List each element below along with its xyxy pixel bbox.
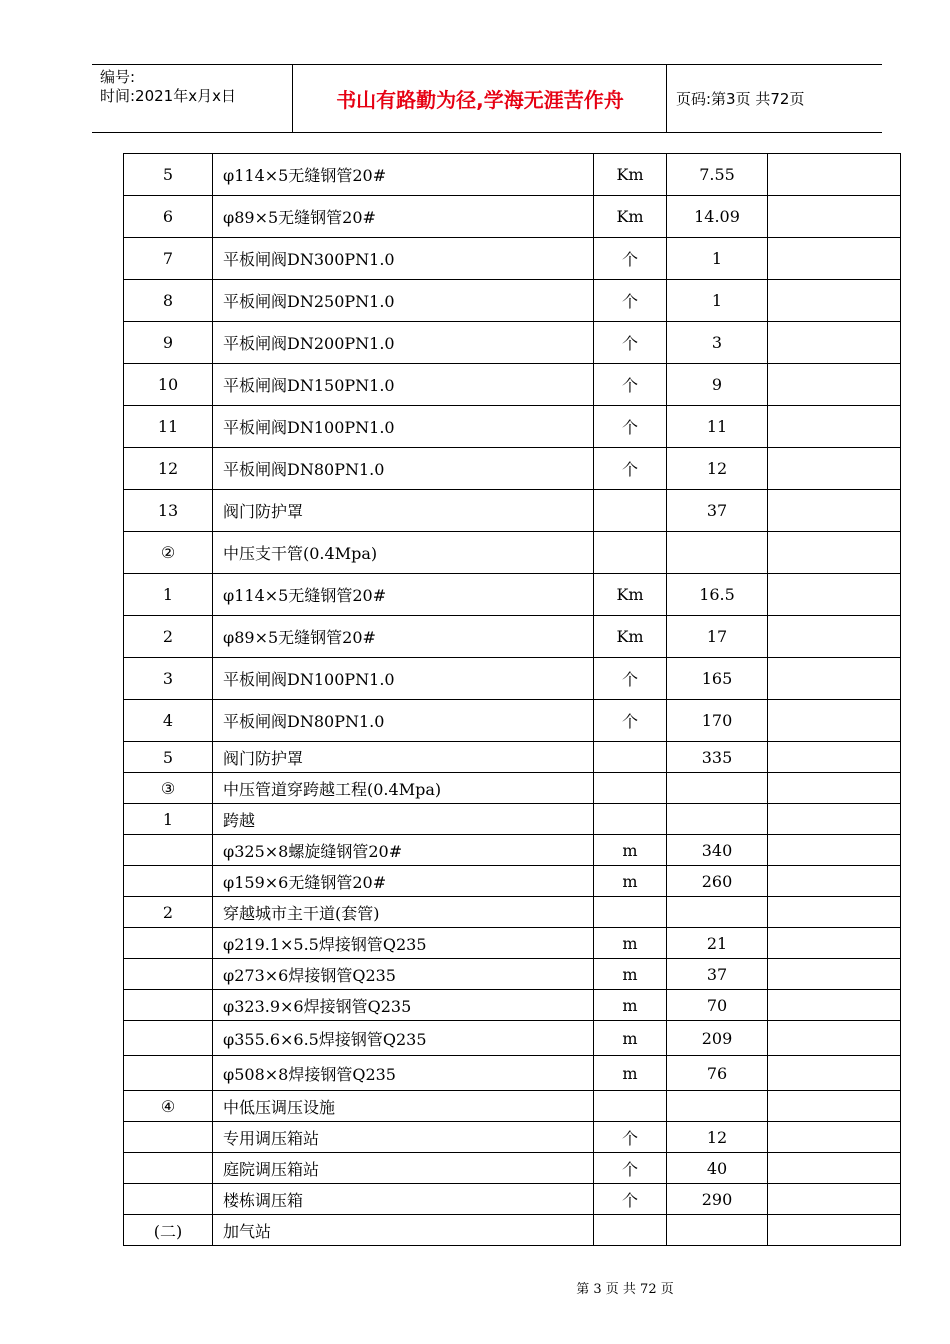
table-row <box>124 1153 901 1184</box>
remark-cell <box>768 804 901 835</box>
quantity-cell: 1 <box>667 280 768 322</box>
row-number-cell: 9 <box>124 322 213 364</box>
table-row <box>124 1056 901 1091</box>
unit-cell: 个 <box>594 322 667 364</box>
row-number-cell: 10 <box>124 364 213 406</box>
remark-cell <box>768 322 901 364</box>
table-row <box>124 959 901 990</box>
unit-cell <box>594 490 667 532</box>
table-row <box>124 238 901 280</box>
item-name-cell: 专用调压箱站 <box>213 1122 594 1153</box>
item-name-cell: φ325×8螺旋缝钢管20# <box>213 835 594 866</box>
document-time-label: 时间:2021年x月x日 <box>100 87 236 105</box>
quantity-cell: 40 <box>667 1153 768 1184</box>
item-name-cell: 中压管道穿跨越工程(0.4Mpa) <box>213 773 594 804</box>
item-name-cell: 平板闸阀DN80PN1.0 <box>213 448 594 490</box>
row-number-cell: 7 <box>124 238 213 280</box>
table-row <box>124 742 901 773</box>
quantity-cell: 170 <box>667 700 768 742</box>
header-meta <box>100 68 290 106</box>
row-number-cell: 5 <box>124 742 213 773</box>
unit-cell: m <box>594 866 667 897</box>
unit-cell <box>594 1215 667 1246</box>
table-row <box>124 448 901 490</box>
unit-cell <box>594 897 667 928</box>
unit-cell: 个 <box>594 700 667 742</box>
unit-cell: Km <box>594 196 667 238</box>
row-number-cell <box>124 1021 213 1056</box>
table-row <box>124 1091 901 1122</box>
unit-cell: 个 <box>594 1153 667 1184</box>
materials-table-body <box>124 154 901 1246</box>
row-number-cell <box>124 835 213 866</box>
unit-cell <box>594 804 667 835</box>
unit-cell <box>594 742 667 773</box>
row-number-cell <box>124 1184 213 1215</box>
quantity-cell: 11 <box>667 406 768 448</box>
item-name-cell: φ219.1×5.5焊接钢管Q235 <box>213 928 594 959</box>
table-row <box>124 928 901 959</box>
row-number-cell: 2 <box>124 897 213 928</box>
table-row <box>124 364 901 406</box>
row-number-cell: 3 <box>124 658 213 700</box>
row-number-cell: ④ <box>124 1091 213 1122</box>
row-number-cell <box>124 1056 213 1091</box>
item-name-cell: 楼栋调压箱 <box>213 1184 594 1215</box>
quantity-cell <box>667 804 768 835</box>
header-divider <box>666 65 667 132</box>
table-row <box>124 835 901 866</box>
row-number-cell: 12 <box>124 448 213 490</box>
row-number-cell <box>124 1153 213 1184</box>
item-name-cell: φ273×6焊接钢管Q235 <box>213 959 594 990</box>
page-header <box>92 64 882 133</box>
quantity-cell: 9 <box>667 364 768 406</box>
row-number-cell: 5 <box>124 154 213 196</box>
row-number-cell: 6 <box>124 196 213 238</box>
item-name-cell: 平板闸阀DN80PN1.0 <box>213 700 594 742</box>
quantity-cell: 165 <box>667 658 768 700</box>
remark-cell <box>768 196 901 238</box>
remark-cell <box>768 280 901 322</box>
remark-cell <box>768 1091 901 1122</box>
row-number-cell <box>124 1122 213 1153</box>
item-name-cell: φ323.9×6焊接钢管Q235 <box>213 990 594 1021</box>
quantity-cell: 21 <box>667 928 768 959</box>
item-name-cell: φ355.6×6.5焊接钢管Q235 <box>213 1021 594 1056</box>
item-name-cell: 平板闸阀DN100PN1.0 <box>213 406 594 448</box>
row-number-cell <box>124 959 213 990</box>
item-name-cell: 中压支干管(0.4Mpa) <box>213 532 594 574</box>
row-number-cell: 1 <box>124 574 213 616</box>
quantity-cell <box>667 1215 768 1246</box>
remark-cell <box>768 574 901 616</box>
remark-cell <box>768 658 901 700</box>
row-number-cell: ③ <box>124 773 213 804</box>
remark-cell <box>768 928 901 959</box>
materials-table <box>123 153 901 1246</box>
quantity-cell: 12 <box>667 448 768 490</box>
quantity-cell: 7.55 <box>667 154 768 196</box>
unit-cell: Km <box>594 616 667 658</box>
unit-cell: m <box>594 990 667 1021</box>
remark-cell <box>768 866 901 897</box>
quantity-cell: 209 <box>667 1021 768 1056</box>
table-row <box>124 322 901 364</box>
table-row <box>124 773 901 804</box>
table-row <box>124 1122 901 1153</box>
row-number-cell: (二) <box>124 1215 213 1246</box>
unit-cell: 个 <box>594 280 667 322</box>
item-name-cell: φ508×8焊接钢管Q235 <box>213 1056 594 1091</box>
quantity-cell: 12 <box>667 1122 768 1153</box>
item-name-cell: 阀门防护罩 <box>213 742 594 773</box>
quantity-cell: 17 <box>667 616 768 658</box>
quantity-cell: 76 <box>667 1056 768 1091</box>
quantity-cell: 37 <box>667 490 768 532</box>
unit-cell: Km <box>594 574 667 616</box>
unit-cell: m <box>594 959 667 990</box>
quantity-cell: 16.5 <box>667 574 768 616</box>
item-name-cell: 平板闸阀DN150PN1.0 <box>213 364 594 406</box>
quantity-cell: 1 <box>667 238 768 280</box>
quantity-cell: 335 <box>667 742 768 773</box>
remark-cell <box>768 154 901 196</box>
table-row <box>124 658 901 700</box>
unit-cell: Km <box>594 154 667 196</box>
quantity-cell <box>667 897 768 928</box>
remark-cell <box>768 448 901 490</box>
item-name-cell: 平板闸阀DN250PN1.0 <box>213 280 594 322</box>
table-row <box>124 897 901 928</box>
remark-cell <box>768 490 901 532</box>
remark-cell <box>768 897 901 928</box>
remark-cell <box>768 1215 901 1246</box>
remark-cell <box>768 406 901 448</box>
table-row <box>124 1215 901 1246</box>
quantity-cell: 290 <box>667 1184 768 1215</box>
remark-cell <box>768 990 901 1021</box>
unit-cell <box>594 1091 667 1122</box>
remark-cell <box>768 1122 901 1153</box>
row-number-cell: 2 <box>124 616 213 658</box>
remark-cell <box>768 742 901 773</box>
quantity-cell: 37 <box>667 959 768 990</box>
remark-cell <box>768 773 901 804</box>
unit-cell: m <box>594 1056 667 1091</box>
header-motto: 书山有路勤为径,学海无涯苦作舟 <box>336 88 624 112</box>
table-row <box>124 574 901 616</box>
remark-cell <box>768 700 901 742</box>
table-row <box>124 700 901 742</box>
table-row <box>124 280 901 322</box>
remark-cell <box>768 1184 901 1215</box>
row-number-cell: 4 <box>124 700 213 742</box>
item-name-cell: 庭院调压箱站 <box>213 1153 594 1184</box>
row-number-cell: 13 <box>124 490 213 532</box>
row-number-cell: 11 <box>124 406 213 448</box>
item-name-cell: 平板闸阀DN100PN1.0 <box>213 658 594 700</box>
unit-cell: 个 <box>594 406 667 448</box>
item-name-cell: φ114×5无缝钢管20# <box>213 154 594 196</box>
row-number-cell: 1 <box>124 804 213 835</box>
item-name-cell: 加气站 <box>213 1215 594 1246</box>
header-page-number: 页码:第3页 共72页 <box>676 90 805 108</box>
unit-cell: 个 <box>594 364 667 406</box>
item-name-cell: φ89×5无缝钢管20# <box>213 196 594 238</box>
remark-cell <box>768 1153 901 1184</box>
unit-cell: 个 <box>594 1184 667 1215</box>
quantity-cell <box>667 1091 768 1122</box>
remark-cell <box>768 364 901 406</box>
row-number-cell <box>124 990 213 1021</box>
remark-cell <box>768 1056 901 1091</box>
remark-cell <box>768 238 901 280</box>
unit-cell: 个 <box>594 658 667 700</box>
table-row <box>124 406 901 448</box>
quantity-cell: 260 <box>667 866 768 897</box>
quantity-cell: 14.09 <box>667 196 768 238</box>
row-number-cell: ② <box>124 532 213 574</box>
item-name-cell: φ114×5无缝钢管20# <box>213 574 594 616</box>
quantity-cell <box>667 532 768 574</box>
table-row <box>124 804 901 835</box>
quantity-cell <box>667 773 768 804</box>
header-divider <box>292 65 293 132</box>
remark-cell <box>768 616 901 658</box>
item-name-cell: φ159×6无缝钢管20# <box>213 866 594 897</box>
unit-cell <box>594 532 667 574</box>
unit-cell: m <box>594 835 667 866</box>
table-row <box>124 154 901 196</box>
document-number-label: 编号: <box>100 68 136 86</box>
remark-cell <box>768 532 901 574</box>
table-row <box>124 1021 901 1056</box>
table-row <box>124 490 901 532</box>
item-name-cell: 中低压调压设施 <box>213 1091 594 1122</box>
unit-cell <box>594 773 667 804</box>
page-footer: 第 3 页 共 72 页 <box>576 1282 674 1297</box>
quantity-cell: 340 <box>667 835 768 866</box>
remark-cell <box>768 1021 901 1056</box>
table-row <box>124 196 901 238</box>
table-row <box>124 532 901 574</box>
unit-cell: 个 <box>594 238 667 280</box>
table-row <box>124 866 901 897</box>
unit-cell: m <box>594 928 667 959</box>
table-row <box>124 1184 901 1215</box>
item-name-cell: φ89×5无缝钢管20# <box>213 616 594 658</box>
item-name-cell: 跨越 <box>213 804 594 835</box>
quantity-cell: 70 <box>667 990 768 1021</box>
row-number-cell: 8 <box>124 280 213 322</box>
table-row <box>124 616 901 658</box>
remark-cell <box>768 959 901 990</box>
remark-cell <box>768 835 901 866</box>
item-name-cell: 平板闸阀DN300PN1.0 <box>213 238 594 280</box>
item-name-cell: 穿越城市主干道(套管) <box>213 897 594 928</box>
unit-cell: 个 <box>594 448 667 490</box>
item-name-cell: 平板闸阀DN200PN1.0 <box>213 322 594 364</box>
table-row <box>124 990 901 1021</box>
item-name-cell: 阀门防护罩 <box>213 490 594 532</box>
row-number-cell <box>124 866 213 897</box>
unit-cell: 个 <box>594 1122 667 1153</box>
quantity-cell: 3 <box>667 322 768 364</box>
row-number-cell <box>124 928 213 959</box>
unit-cell: m <box>594 1021 667 1056</box>
